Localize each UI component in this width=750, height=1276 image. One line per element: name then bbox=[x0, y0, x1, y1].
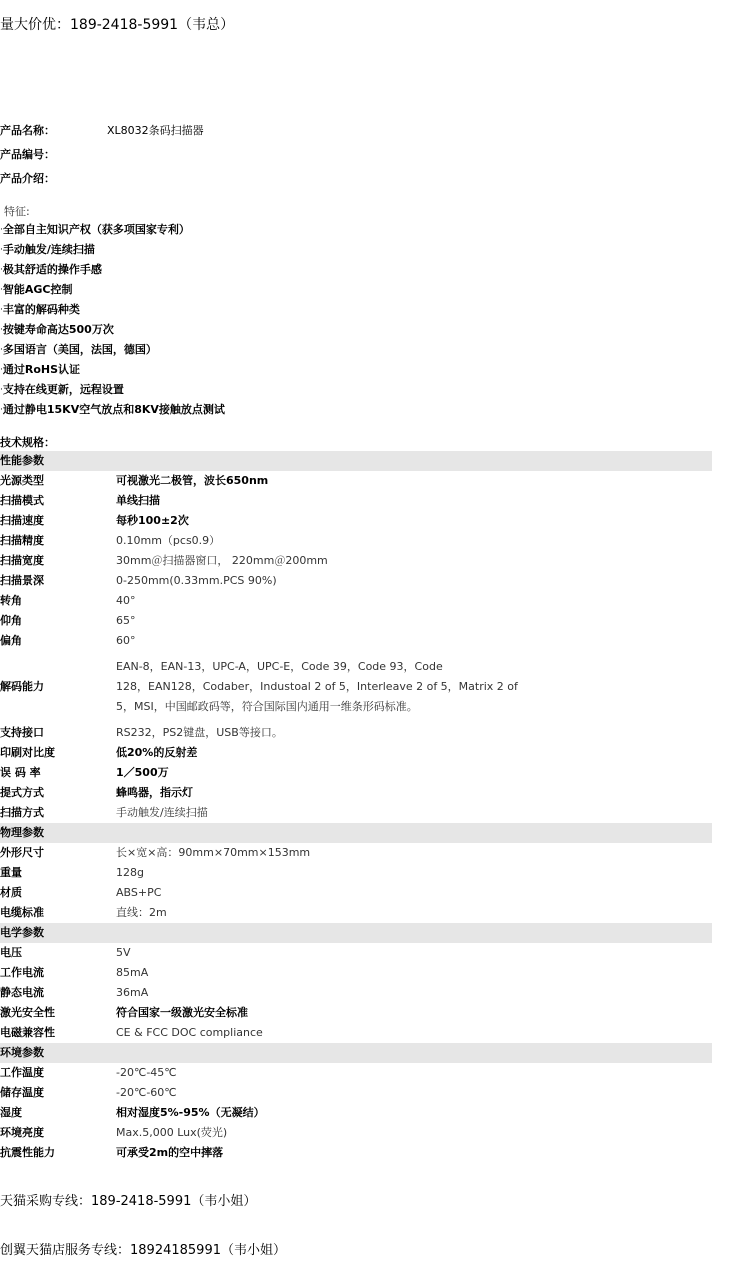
feature-item: ·多国语言（美国，法国，德国） bbox=[0, 343, 157, 356]
spec-row: 提式方式 蜂鸣器，指示灯 bbox=[0, 786, 193, 799]
decode-line: 5，MSI，中国邮政码等，符合国际国内通用一维条形码标准。 bbox=[116, 700, 418, 713]
spec-row: 材质 ABS+PC bbox=[0, 886, 162, 899]
spec-row: 储存温度 -20℃-60℃ bbox=[0, 1086, 177, 1099]
section-environment: 环境参数 bbox=[0, 1043, 712, 1063]
feature-item: ·智能AGC控制 bbox=[0, 283, 73, 296]
feature-item: ·支持在线更新，远程设置 bbox=[0, 383, 124, 396]
spec-row: 工作电流 85mA bbox=[0, 966, 149, 979]
spec-row: 偏角 60° bbox=[0, 634, 136, 647]
spec-row: 扫描速度 每秒100±2次 bbox=[0, 514, 189, 527]
spec-title: 技术规格： bbox=[0, 436, 55, 449]
feature-item: ·极其舒适的操作手感 bbox=[0, 263, 102, 276]
spec-row: 环境亮度 Max.5,000 Lux(荧光) bbox=[0, 1126, 228, 1139]
section-physical: 物理参数 bbox=[0, 823, 712, 843]
features-title: 特征: bbox=[4, 205, 30, 218]
feature-item: ·通过RoHS认证 bbox=[0, 363, 81, 376]
feature-item: ·按键寿命高达500万次 bbox=[0, 323, 114, 336]
spec-row: 扫描精度 0.10mm（pcs0.9） bbox=[0, 534, 221, 547]
spec-row: 印刷对比度 低20%的反射差 bbox=[0, 746, 198, 759]
spec-row: 光源类型 可视激光二极管，波长650nm bbox=[0, 474, 269, 487]
spec-row: 抗震性能力 可承受2m的空中摔落 bbox=[0, 1146, 224, 1159]
spec-row-decode: 解码能力 EAN-8，EAN-13，UPC-A，UPC-E，Code 39，Code 93，Code 128，EAN128，Codaber，Industoal 2 of 5，Interleave 2 of 5，Matrix 2 of 5，MSI，中国邮政码等，符合国际国内通用一维条形码标准。 bbox=[0, 660, 518, 713]
product-intro-label: 产品介绍： bbox=[0, 172, 55, 185]
contact-line-top: 量大价优：189-2418-5991（韦总） bbox=[0, 17, 235, 33]
spec-row: 静态电流 36mA bbox=[0, 986, 149, 999]
spec-row: 支持接口 RS232，PS2键盘，USB等接口。 bbox=[0, 726, 283, 739]
spec-row: 误 码 率 1／500万 bbox=[0, 766, 169, 779]
decode-line: EAN-8，EAN-13，UPC-A，UPC-E，Code 39，Code 93，Code bbox=[116, 660, 443, 673]
spec-row: 电压 5V bbox=[0, 946, 131, 959]
section-performance: 性能参数 bbox=[0, 451, 712, 471]
product-name-value: XL8032条码扫描器 bbox=[107, 124, 204, 137]
decode-line: 128，EAN128，Codaber，Industoal 2 of 5，Interleave 2 of 5，Matrix 2 of bbox=[116, 680, 518, 693]
spec-row: 转角 40° bbox=[0, 594, 136, 607]
spec-row: 工作温度 -20℃-45℃ bbox=[0, 1066, 177, 1079]
spec-row: 扫描模式 单线扫描 bbox=[0, 494, 160, 507]
spec-row: 外形尺寸 长×宽×高：90mm×70mm×153mm bbox=[0, 846, 311, 859]
product-name-label: 产品名称： bbox=[0, 124, 55, 137]
feature-item: ·全部自主知识产权（获多项国家专利） bbox=[0, 223, 190, 236]
spec-row: 重量 128g bbox=[0, 866, 144, 879]
feature-item: ·通过静电15KV空气放点和8KV接触放点测试 bbox=[0, 403, 225, 416]
spec-row: 仰角 65° bbox=[0, 614, 136, 627]
features-list bbox=[0, 220, 225, 420]
feature-item: ·手动触发/连续扫描 bbox=[0, 243, 95, 256]
spec-row: 扫描景深 0-250mm(0.33mm.PCS 90%) bbox=[0, 574, 277, 587]
product-code-label: 产品编号： bbox=[0, 148, 55, 161]
spec-row: 激光安全性 符合国家一级激光安全标准 bbox=[0, 1006, 248, 1019]
contact-line-tmall: 天猫采购专线：189-2418-5991（韦小姐） bbox=[0, 1194, 257, 1209]
spec-row: 扫描方式 手动触发/连续扫描 bbox=[0, 806, 208, 819]
contact-line-service: 创翼天猫店服务专线：18924185991（韦小姐） bbox=[0, 1243, 286, 1258]
spec-row: 电缆标准 直线：2m bbox=[0, 906, 167, 919]
spec-row: 扫描宽度 30mm＠扫描器窗口， 220mm＠200mm bbox=[0, 554, 328, 567]
section-electrical: 电学参数 bbox=[0, 923, 712, 943]
spec-row: 湿度 相对湿度5%-95%（无凝结） bbox=[0, 1106, 265, 1119]
feature-item: ·丰富的解码种类 bbox=[0, 303, 80, 316]
spec-table bbox=[0, 451, 712, 1163]
spec-row: 电磁兼容性 CE & FCC DOC compliance bbox=[0, 1026, 263, 1039]
